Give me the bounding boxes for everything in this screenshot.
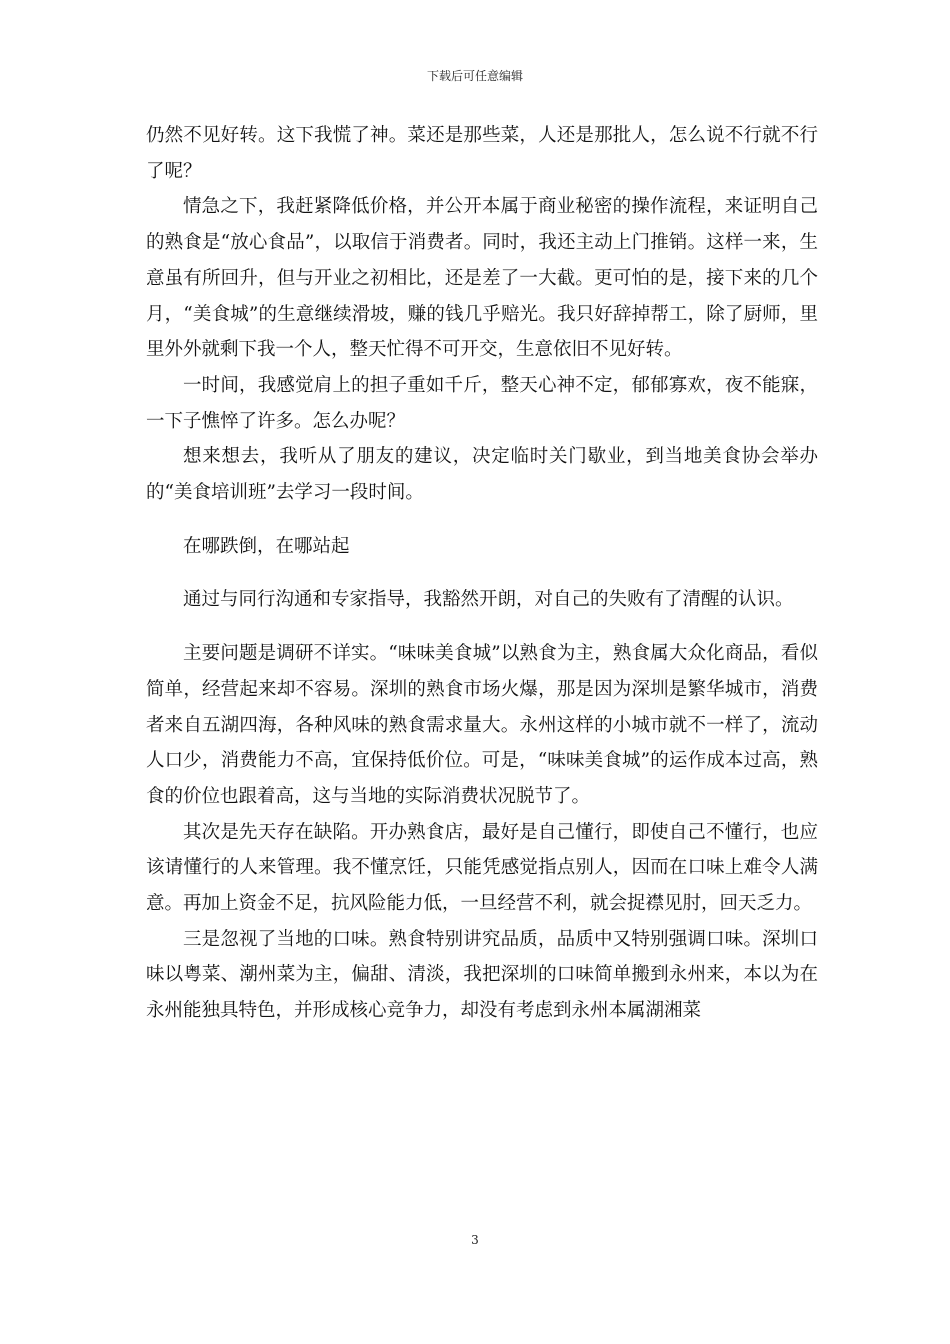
- paragraph-8: 三是忽视了当地的口味。熟食特别讲究品质，品质中又特别强调口味。深圳口味以粤菜、潮州菜为主，偏甜、清淡，我把深圳的口味简单搬到永州来，本以为在永州能独具特色，并形成核心竞争力，却没有考虑到永州本属湖湘菜: [146, 928, 818, 1022]
- paragraph-5: 通过与同行沟通和专家指导，我豁然开朗，对自己的失败有了清醒的认识。: [183, 589, 794, 611]
- spacer: [146, 618, 818, 636]
- spacer: [146, 564, 818, 582]
- paragraph-7: 其次是先天存在缺陷。开办熟食店，最好是自己懂行，即使自己不懂行，也应该请懂行的人来管理。我不懂烹饪，只能凭感觉指点别人，因而在口味上难令人满意。再加上资金不足，抗风险能力低，一旦经营不利，就会捉襟见肘，回天乏力。: [146, 821, 818, 915]
- paragraph-2: 情急之下，我赶紧降低价格，并公开本属于商业秘密的操作流程，来证明自己的熟食是“放心食品”，以取信于消费者。同时，我还主动上门推销。这样一来，生意虽有所回升，但与开业之初相比，还是差了一大截。更可怕的是，接下来的几个月，“美食城”的生意继续滑坡，赚的钱几乎赔光。我只好辞掉帮工，除了厨师，里里外外就剩下我一个人，整天忙得不可开交，生意依旧不见好转。: [146, 196, 818, 361]
- page-number: 3: [471, 1233, 479, 1247]
- paragraph-4: 想来想去，我听从了朋友的建议，决定临时关门歇业，到当地美食协会举办的“美食培训班”去学习一段时间。: [146, 446, 818, 504]
- page-header: 下载后可任意编辑: [426, 69, 523, 83]
- paragraph-1: 仍然不见好转。这下我慌了神。菜还是那些菜，人还是那批人，怎么说不行就不行了呢？: [146, 125, 818, 182]
- paragraph-3: 一时间，我感觉肩上的担子重如千斤，整天心神不定，郁郁寡欢，夜不能寐，一下子憔悴了许多。怎么办呢？: [146, 374, 818, 432]
- paragraph-6: 主要问题是调研不详实。“味味美食城”以熟食为主，熟食属大众化商品，看似简单，经营起来却不容易。深圳的熟食市场火爆，那是因为深圳是繁华城市，消费者来自五湖四海，各种风味的熟食需求量大。永州这样的小城市就不一样了，流动人口少，消费能力不高，宜保持低价位。可是，“味味美食城”的运作成本过高，熟食的价位也跟着高，这与当地的实际消费状况脱节了。: [146, 643, 818, 807]
- document-body: [146, 118, 818, 1029]
- section-heading: 在哪跌倒，在哪站起: [183, 535, 350, 557]
- spacer: [146, 511, 818, 529]
